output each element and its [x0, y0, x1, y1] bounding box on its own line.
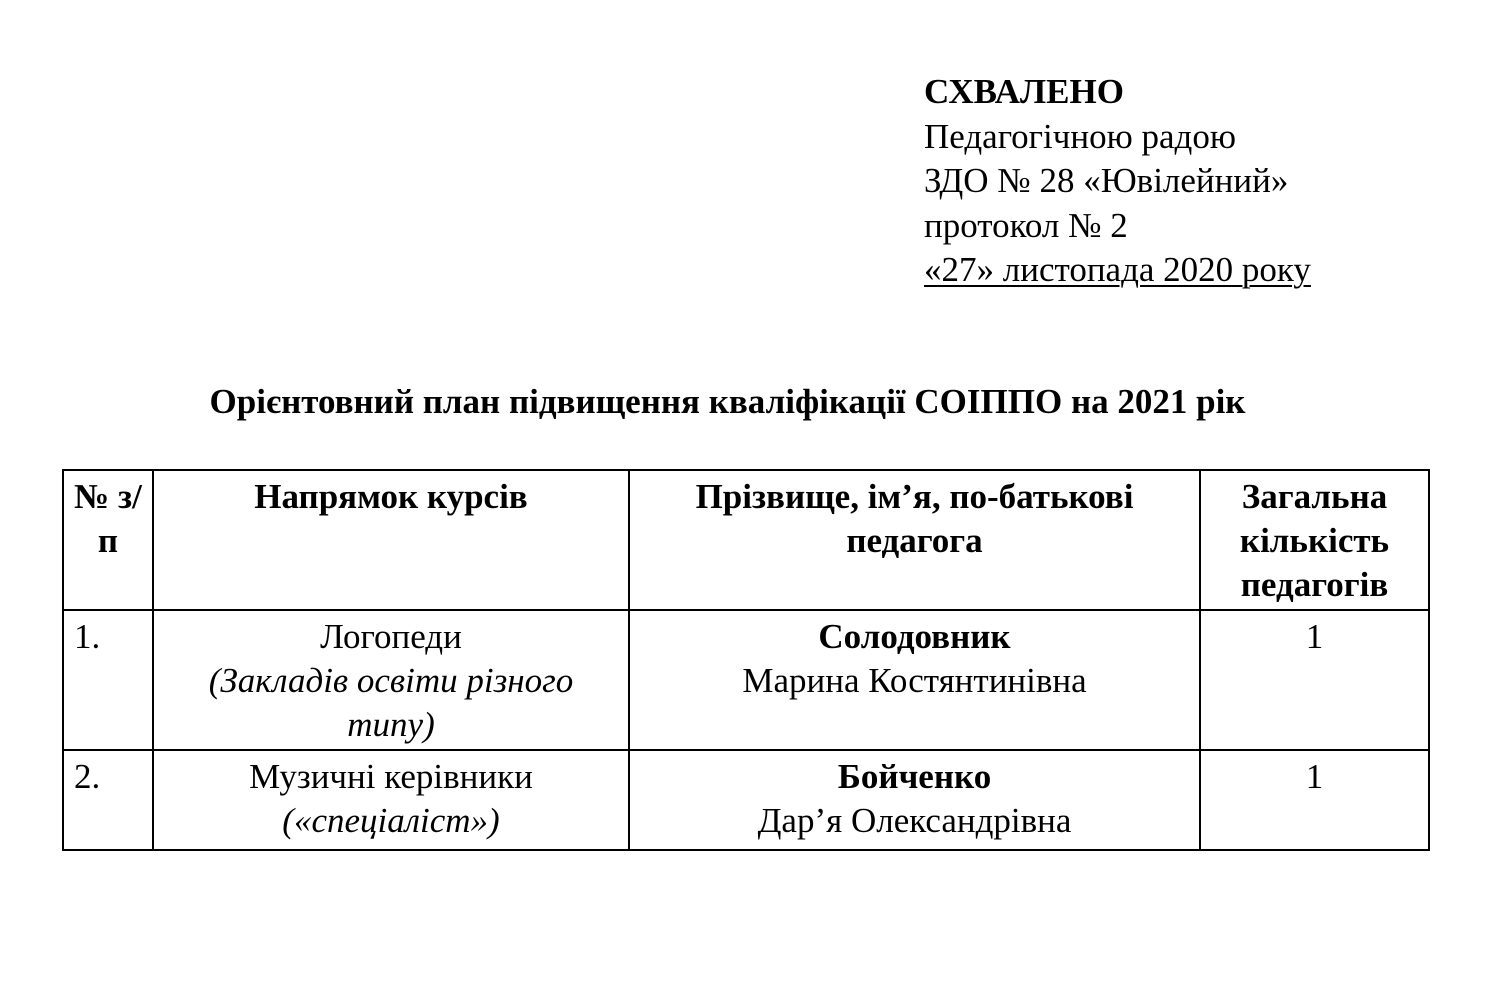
row-course: [153, 750, 629, 850]
course-name: Музичні керівники: [249, 757, 533, 796]
header-count: Загальна кількість педагогів: [1200, 470, 1429, 610]
header-number: № з/п: [63, 470, 153, 610]
approval-council: Педагогічною радою: [924, 116, 1236, 156]
row-course: [153, 610, 629, 750]
person-surname: Бойченко: [837, 757, 992, 796]
header-course: Напрямок курсів: [153, 470, 629, 610]
approval-heading: СХВАЛЕНО: [924, 72, 1124, 111]
person-given-names: Дар’я Олександрівна: [757, 801, 1072, 840]
table-row: [63, 750, 1429, 850]
person-given-names: Марина Костянтинівна: [742, 661, 1087, 700]
row-person: [629, 610, 1200, 750]
training-plan-table: [62, 469, 1430, 851]
course-note: (Закладів освіти різного типу): [208, 661, 574, 744]
table-row: [63, 610, 1429, 750]
approval-institution: ЗДО № 28 «Ювілейний»: [924, 161, 1289, 200]
header-person: Прізвище, ім’я, по-батькові педагога: [629, 470, 1200, 610]
row-number: 1.: [63, 610, 153, 750]
row-count: 1: [1200, 610, 1429, 750]
course-name: Логопеди: [320, 617, 462, 656]
course-note: («спеціаліст»): [282, 801, 500, 840]
table-header-row: [63, 470, 1429, 610]
row-count: 1: [1200, 750, 1429, 850]
approval-date: «27» листопада 2020 року: [924, 250, 1311, 289]
approval-block: [924, 70, 1311, 293]
document-title: Орієнтовний план підвищення кваліфікації СОІППО на 2021 рік: [209, 382, 1246, 421]
approval-protocol: протокол № 2: [924, 205, 1128, 245]
person-surname: Солодовник: [818, 617, 1011, 656]
row-person: [629, 750, 1200, 850]
row-number: 2.: [63, 750, 153, 850]
